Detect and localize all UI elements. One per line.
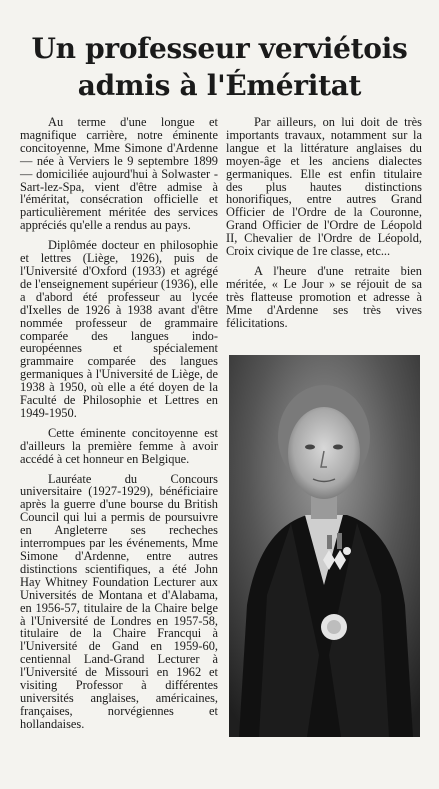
portrait-illustration [229,355,420,737]
paragraph-intro: Au terme d'une longue et magnifique carrière, notre éminente concitoyenne, Mme Simone d'Ardenne — née à Verviers le 9 septembre 1899 — domiciliée aujourd'hui à Solwaster - Sart-lez-Spa, vient d'être admise à l'éméritat, consécration officielle et particulièrement méritée des services appréciés qu'elle a rendus au pays. [20,115,218,233]
paragraph-first-woman: Cette éminente concitoyenne est d'ailleurs la première femme à avoir accédé à cet honneur en Belgique. [20,425,218,466]
paragraph-congratulations: A l'heure d'une retraite bien méritée, « Le Jour » se réjouit de sa très flatteuse promotion et adresse à Mme d'Ardenne ses très vives félicitations. [226,263,422,330]
left-column [20,116,218,738]
headline-line-1: Un professeur verviétois [31,32,408,65]
portrait-photo [229,355,420,737]
paragraph-works-honours: Par ailleurs, on lui doit de très importants travaux, notamment sur la langue et la littérature anglaises du moyen-âge et les anciens dialectes germaniques. Elle est enfin titulaire des plus hautes distinctions honorifiques, entre autres Grand Officier de l'Ordre de la Couronne, Grand Officier de l'Ordre de Léopold II, Chevalier de l'Ordre de Léopold, Croix civique de 1re classe, etc... [226,115,422,259]
right-column [226,116,422,337]
paragraph-career: Diplômée docteur en philosophie et lettres (Liège, 1926), puis de l'Université d'Oxford (1933) et agrégé de l'enseignement supérieur (1936), elle a d'abord été professeur au lycée d'Ixelles de 1926 à 1938 avant d'être nommée professeur de grammaire comparée des langues indo-européennes et spécialement grammaire comparée des langues germaniques à l'Université de Liège, de 1938 à 1950, où elle a été doyen de la Faculté de Philosophie et Lettres en 1949-1950. [20,238,219,420]
paragraph-distinctions: Lauréate du Concours universitaire (1927-1929), bénéficiaire après la guerre d'une bourse du British Council qui lui a permis de poursuivre en Angleterre ses recheches interrompues par les événements, Mme Simone d'Ardenne, entre autres distinctions scientifiques, a été John Hay Whitney Foundation Lecturer aux Universités de Montana et d'Alabama, en 1956-57, titulaire de la Chaire belge à l'Université de Londres en 1957-58, titulaire de la Chaire Francqui à l'Université de Gand en 1959-60, centiennal Land-Grand Lecturer à l'Université de Missouri en 1962 et visiting Professor à différentes universités anglaises, américaines, françaises, norvégiennes et hollandaises. [20,471,218,731]
headline [0,30,439,104]
headline-line-2: admis à l'Éméritat [77,69,362,102]
